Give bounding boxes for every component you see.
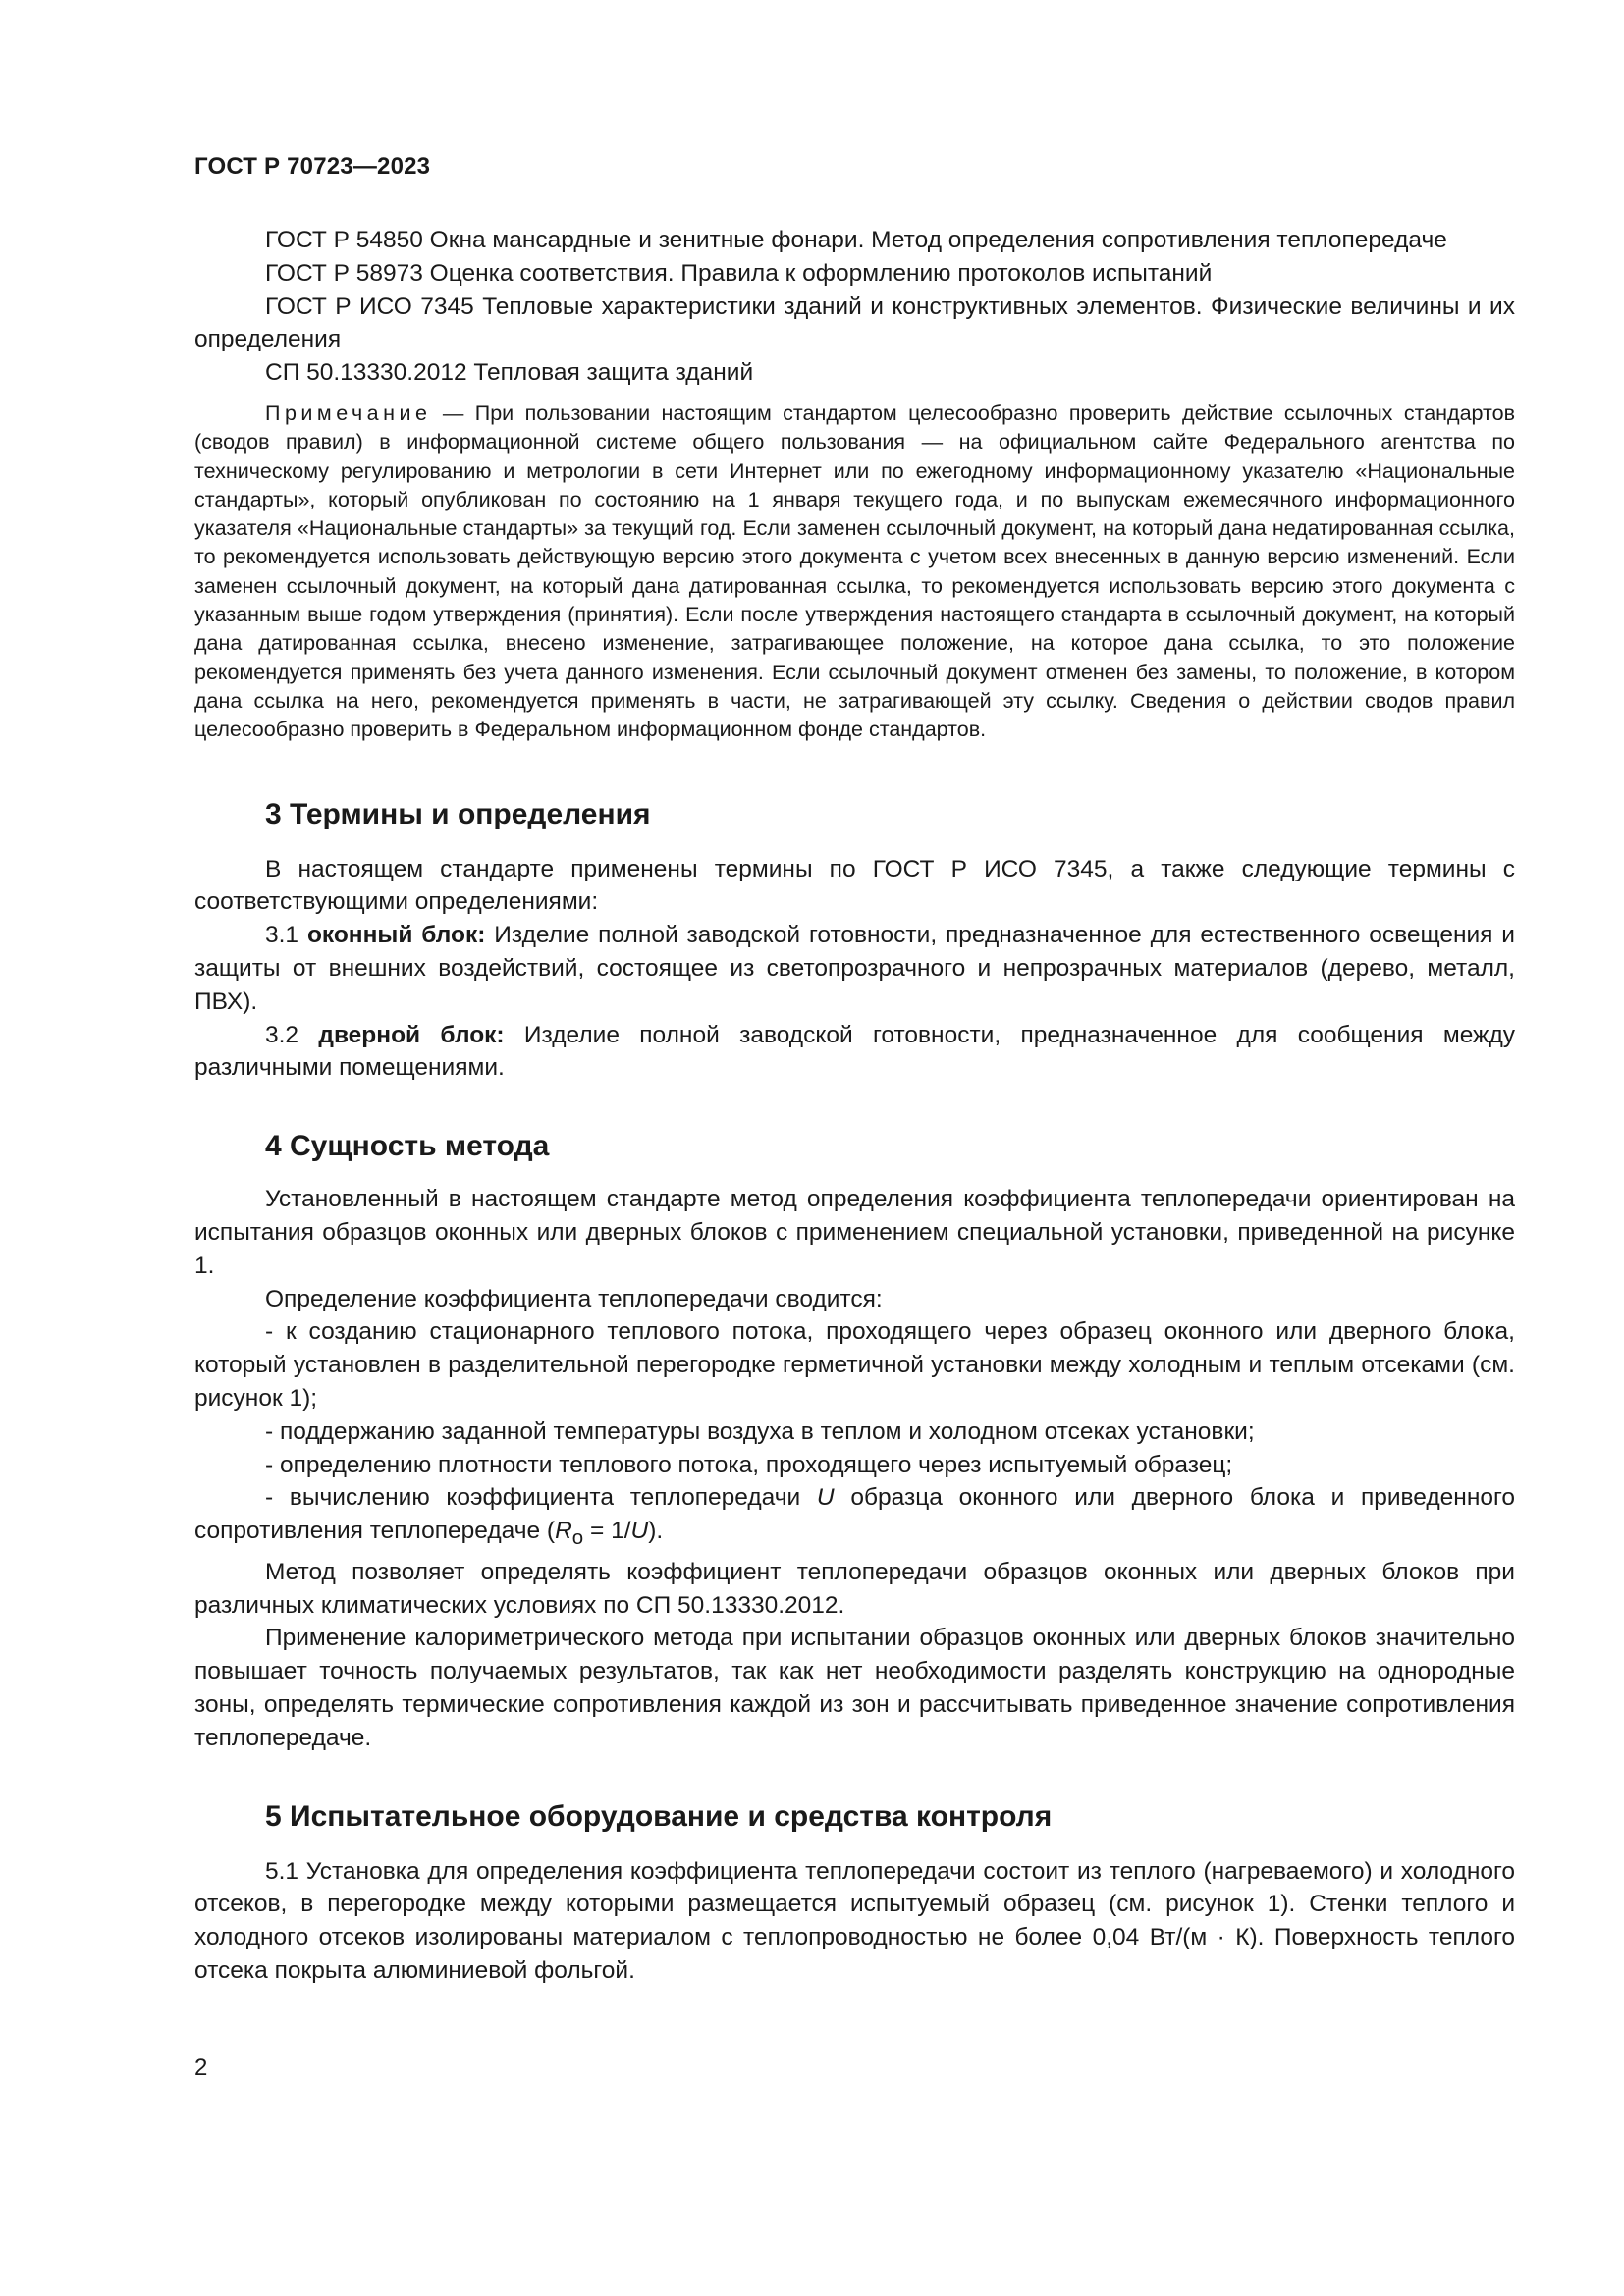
- section-5-heading: 5 Испытательное оборудование и средства контроля: [265, 1799, 1053, 1833]
- paragraph: Определение коэффициента теплопередачи сводится:: [265, 1285, 883, 1312]
- symbol-u: U: [816, 1484, 835, 1512]
- symbol-u: U: [630, 1518, 649, 1545]
- list-item: - вычислению коэффициента теплопередачи U образца оконного или дверного блока и приведенного сопротивления теплопередаче $(R_o = 1/U)$.: [194, 1484, 1516, 1549]
- reference-note: [194, 400, 1515, 745]
- term-definition: Изделие полной заводской готовности, предназначенное для сообщения между различными помещениями.: [194, 1021, 1515, 1082]
- term-window-block: 3.1 оконный блок: Изделие полной заводской готовности, предназначенное для естественного освещения и защиты от внешних воздействий, состоящее из светопрозрачного и непрозрачных материалов (дерево, металл, ПВХ).: [194, 922, 1515, 1015]
- note-text: — При пользовании настоящим стандартом целесообразно проверить действие ссылочных стандартов (сводов правил) в информационной системе общего пользования — на официальном сайте Федерального агентства по техническому регулированию и метрологии в сети Интернет или по ежегодному информационному указателю «Национальные стандарты», который опубликован по состоянию на 1 января текущего года, и по выпускам ежемесячного информационного указателя «Национальные стандарты» за текущий год. Если заменен ссылочный документ, на который дана недатированная ссылка, то рекомендуется использовать действующую версию этого документа с учетом всех внесенных в данную версию изменений. Если заменен ссылочный документ, на который дана датированная ссылка, то рекомендуется использовать версию этого документа с указанным выше годом утверждения (принятия). Если после утверждения настоящего стандарта в ссылочный документ, на который дана датированная ссылка, внесено изменение, затрагивающее положение, на которое дана ссылка, то это положение рекомендуется применять без учета данного изменения. Если ссылочный документ отменен без замены, то положение, в котором дана ссылка на него, рекомендуется применять в части, не затрагивающей эту ссылку. Сведения о действии сводов правил целесообразно проверить в Федеральном информационном фонде стандартов.: [194, 400, 1515, 742]
- reference-item: СП 50.13330.2012 Тепловая защита зданий: [265, 359, 754, 387]
- paragraph: Установленный в настоящем стандарте метод определения коэффициента теплопередачи ориентирован на испытания образцов оконных или дверных блоков с применением специальной установки, приведенной на рисунке 1.: [194, 1186, 1515, 1279]
- document-header: ГОСТ Р 70723—2023: [194, 153, 431, 180]
- list-item: - поддержанию заданной температуры воздуха в теплом и холодном отсеках установки;: [265, 1417, 1255, 1445]
- section-3-heading: 3 Термины и определения: [265, 797, 651, 830]
- reference-item: ГОСТ Р ИСО 7345 Тепловые характеристики зданий и конструктивных элементов. Физические величины и их определения: [194, 293, 1515, 353]
- term-door-block: 3.2 дверной блок: Изделие полной заводской готовности, предназначенное для сообщения между различными помещениями.: [194, 1021, 1515, 1082]
- section-4-heading: 4 Сущность метода: [265, 1130, 550, 1163]
- paragraph: Применение калориметрического метода при испытании образцов оконных или дверных блоков значительно повышает точность получаемых результатов, так как нет необходимости разделять конструкцию на однородные зоны, определять термические сопротивления каждой из зон и рассчитывать приведенное значение сопротивления теплопередаче.: [194, 1625, 1515, 1751]
- reference-item: ГОСТ Р 54850 Окна мансардные и зенитные фонари. Метод определения сопротивления теплопередаче: [265, 227, 1447, 253]
- list-item: - к созданию стационарного теплового потока, проходящего через образец оконного или дверного блока, который установлен в разделительной перегородке герметичной установки между холодным и теплым отсеками (см. рисунок 1);: [194, 1318, 1515, 1412]
- paragraph: Метод позволяет определять коэффициент теплопередачи образцов оконных или дверных блоков при различных климатических условиях по СП 50.13330.2012.: [194, 1558, 1515, 1619]
- term-definition: Изделие полной заводской готовности, предназначенное для естественного освещения и защиты от внешних воздействий, состоящее из светопрозрачного и непрозрачных материалов (дерево, металл, ПВХ).: [194, 922, 1515, 1015]
- paragraph: 5.1 Установка для определения коэффициента теплопередачи состоит из теплого (нагреваемого) и холодного отсеков, в перегородке между которыми размещается испытуемый образец (см. рисунок 1). Стенки теплого и холодного отсеков изолированы материалом с теплопроводностью не более 0,04 Вт/(м · К). Поверхность теплого отсека покрыта алюминиевой фольгой.: [194, 1857, 1515, 1984]
- page-number: 2: [194, 2055, 208, 2081]
- page-content: [194, 224, 1515, 1988]
- term-name: дверной блок:: [318, 1021, 505, 1048]
- symbol-r: R: [555, 1518, 572, 1545]
- section-3-intro: В настоящем стандарте применены термины по ГОСТ Р ИСО 7345, а также следующие термины с соответствующими определениями:: [194, 855, 1515, 916]
- list-item: - определению плотности теплового потока, проходящего через испытуемый образец;: [265, 1451, 1233, 1478]
- reference-item: ГОСТ Р 58973 Оценка соответствия. Правила к оформлению протоколов испытаний: [265, 259, 1213, 287]
- note-label: Примечание: [265, 400, 432, 425]
- term-name: оконный блок:: [306, 922, 486, 949]
